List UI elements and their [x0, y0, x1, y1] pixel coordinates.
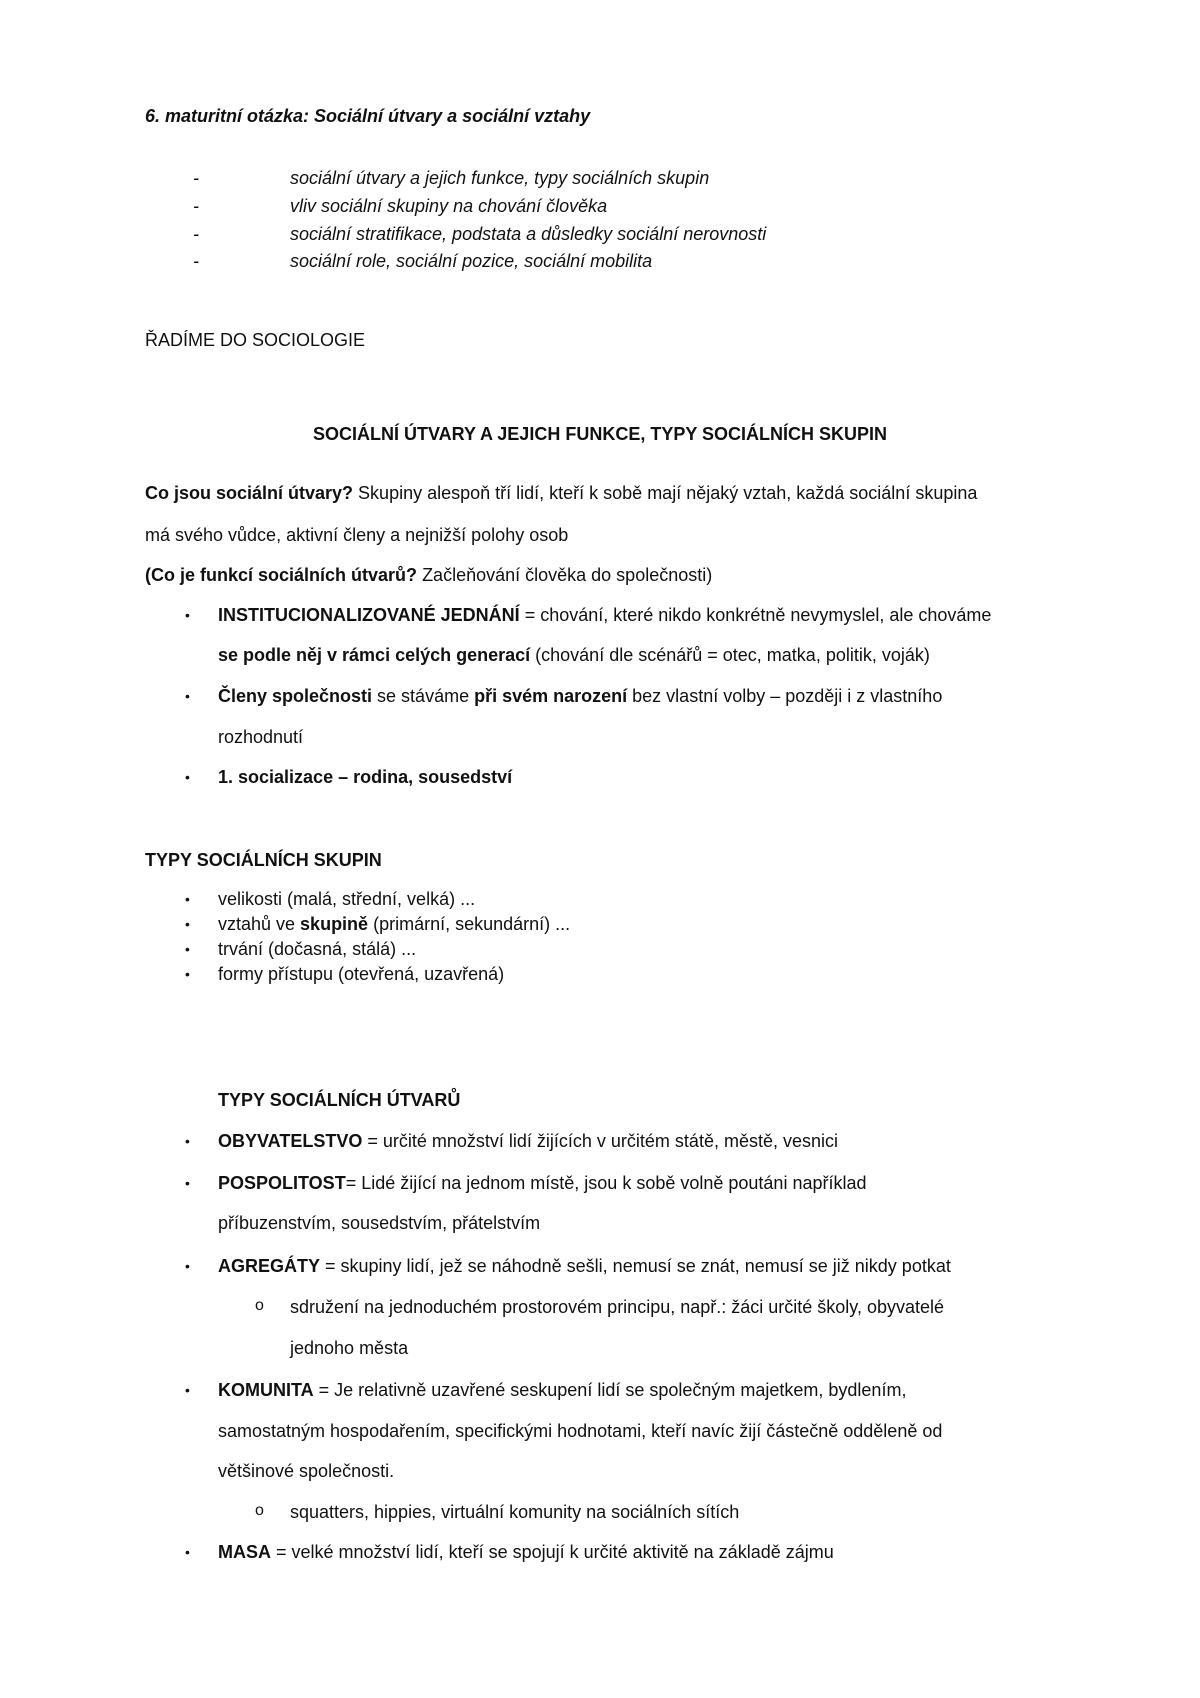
- dash-marker: -: [193, 168, 199, 188]
- intro-question-text: Skupiny alespoň tří lidí, kteří k sobě mají nějaký vztah, každá sociální skupina: [353, 483, 978, 503]
- list-item-continuation: většinové společnosti.: [218, 1461, 395, 1481]
- item-text: = skupiny lidí, jež se náhodně sešli, nemusí se znát, nemusí se již nikdy potkat: [320, 1256, 951, 1276]
- item-bold: se podle něj v rámci celých generací: [218, 645, 531, 665]
- topic-item: sociální stratifikace, podstata a důsledky sociální nerovnosti: [290, 224, 767, 244]
- list-item: [218, 1173, 867, 1194]
- list-item: [218, 686, 942, 707]
- item-text: = chování, které nikdo konkrétně nevymyslel, ale chováme: [519, 605, 992, 625]
- sub-list-item: sdružení na jednoduchém prostorovém principu, např.: žáci určité školy, obyvatelé: [290, 1297, 945, 1317]
- intro-function: [145, 565, 712, 586]
- bullet-marker: •: [185, 891, 190, 907]
- topic-item: vliv sociální skupiny na chování člověka: [290, 196, 608, 216]
- item-text: = Je relativně uzavřené seskupení lidí se společným majetkem, bydlením,: [313, 1380, 907, 1400]
- item-text: = určité množství lidí žijících v určitém státě, městě, vesnici: [362, 1131, 838, 1151]
- bullet-marker: •: [185, 941, 190, 957]
- bullet-marker: •: [185, 916, 190, 932]
- list-item: formy přístupu (otevřená, uzavřená): [218, 964, 505, 984]
- document-title: 6. maturitní otázka: Sociální útvary a sociální vztahy: [145, 106, 591, 126]
- item-text: (primární, sekundární) ...: [368, 914, 571, 934]
- dash-marker: -: [193, 196, 199, 216]
- intro-question-bold: Co jsou sociální útvary?: [145, 483, 354, 503]
- list-item: [218, 1380, 906, 1401]
- list-item: trvání (dočasná, stálá) ...: [218, 939, 417, 959]
- section-heading: SOCIÁLNÍ ÚTVARY A JEJICH FUNKCE, TYPY SOCIÁLNÍCH SKUPIN: [312, 424, 888, 444]
- intro-question: [145, 483, 977, 504]
- sub-list-item-continuation: jednoho města: [290, 1338, 409, 1358]
- item-text: = Lidé žijící na jednom místě, jsou k sobě volně poutáni například: [345, 1173, 867, 1193]
- item-bold: AGREGÁTY: [218, 1256, 321, 1276]
- bullet-marker: •: [185, 769, 190, 785]
- item-bold: skupině: [300, 914, 369, 934]
- dash-marker: -: [193, 251, 199, 271]
- item-text: (chování dle scénářů: [530, 645, 703, 665]
- list-item: 1. socializace – rodina, sousedství: [218, 767, 513, 787]
- sub-bullet-marker: o: [255, 1502, 264, 1519]
- list-item-continuation: rozhodnutí: [218, 727, 304, 747]
- item-bold: POSPOLITOST: [218, 1173, 346, 1193]
- bullet-marker: •: [185, 1133, 190, 1149]
- list-item: [218, 605, 991, 626]
- intro-function-text: Začleňování člověka do společnosti): [417, 565, 713, 585]
- list-item: [218, 1131, 838, 1152]
- item-bold: při svém narození: [474, 686, 628, 706]
- list-item: [218, 1542, 834, 1563]
- list-item: velikosti (malá, střední, velká) ...: [218, 889, 476, 909]
- topic-item: sociální útvary a jejich funkce, typy sociálních skupin: [290, 168, 710, 188]
- sub-bullet-marker: o: [255, 1297, 264, 1314]
- item-text: = otec, matka, politik, voják): [702, 645, 930, 665]
- list-item-continuation: samostatným hospodařením, specifickými hodnotami, kteří navíc žijí částečně odděleně od: [218, 1421, 943, 1441]
- intro-question-line2: má svého vůdce, aktivní členy a nejnižší polohy osob: [145, 525, 569, 545]
- bullet-marker: •: [185, 966, 190, 982]
- bullet-marker: •: [185, 1175, 190, 1191]
- list-item: [218, 914, 570, 935]
- section-heading: TYPY SOCIÁLNÍCH SKUPIN: [145, 850, 382, 870]
- item-text: vztahů ve: [218, 914, 301, 934]
- item-bold: KOMUNITA: [218, 1380, 314, 1400]
- radime-line: ŘADÍME DO SOCIOLOGIE: [145, 330, 366, 350]
- list-item: [218, 1256, 951, 1277]
- item-bold: Členy společnosti: [218, 686, 373, 706]
- item-text: = velké množství lidí, kteří se spojují k určité aktivitě na základě zájmu: [271, 1542, 834, 1562]
- item-bold: INSTITUCIONALIZOVANÉ JEDNÁNÍ: [218, 605, 520, 625]
- dash-marker: -: [193, 224, 199, 244]
- item-bold: OBYVATELSTVO: [218, 1131, 363, 1151]
- section-heading: TYPY SOCIÁLNÍCH ÚTVARŮ: [218, 1090, 461, 1110]
- intro-function-bold: (Co je funkcí sociálních útvarů?: [145, 565, 418, 585]
- list-item-continuation: [218, 645, 930, 666]
- item-text: bez vlastní volby – později i z vlastního: [627, 686, 943, 706]
- sub-list-item: squatters, hippies, virtuální komunity na sociálních sítích: [290, 1502, 740, 1522]
- bullet-marker: •: [185, 1382, 190, 1398]
- bullet-marker: •: [185, 607, 190, 623]
- item-bold: MASA: [218, 1542, 271, 1562]
- bullet-marker: •: [185, 688, 190, 704]
- item-text: se stáváme: [372, 686, 475, 706]
- bullet-marker: •: [185, 1258, 190, 1274]
- list-item-continuation: příbuzenstvím, sousedstvím, přátelstvím: [218, 1213, 541, 1233]
- topic-item: sociální role, sociální pozice, sociální mobilita: [290, 251, 653, 271]
- bullet-marker: •: [185, 1544, 190, 1560]
